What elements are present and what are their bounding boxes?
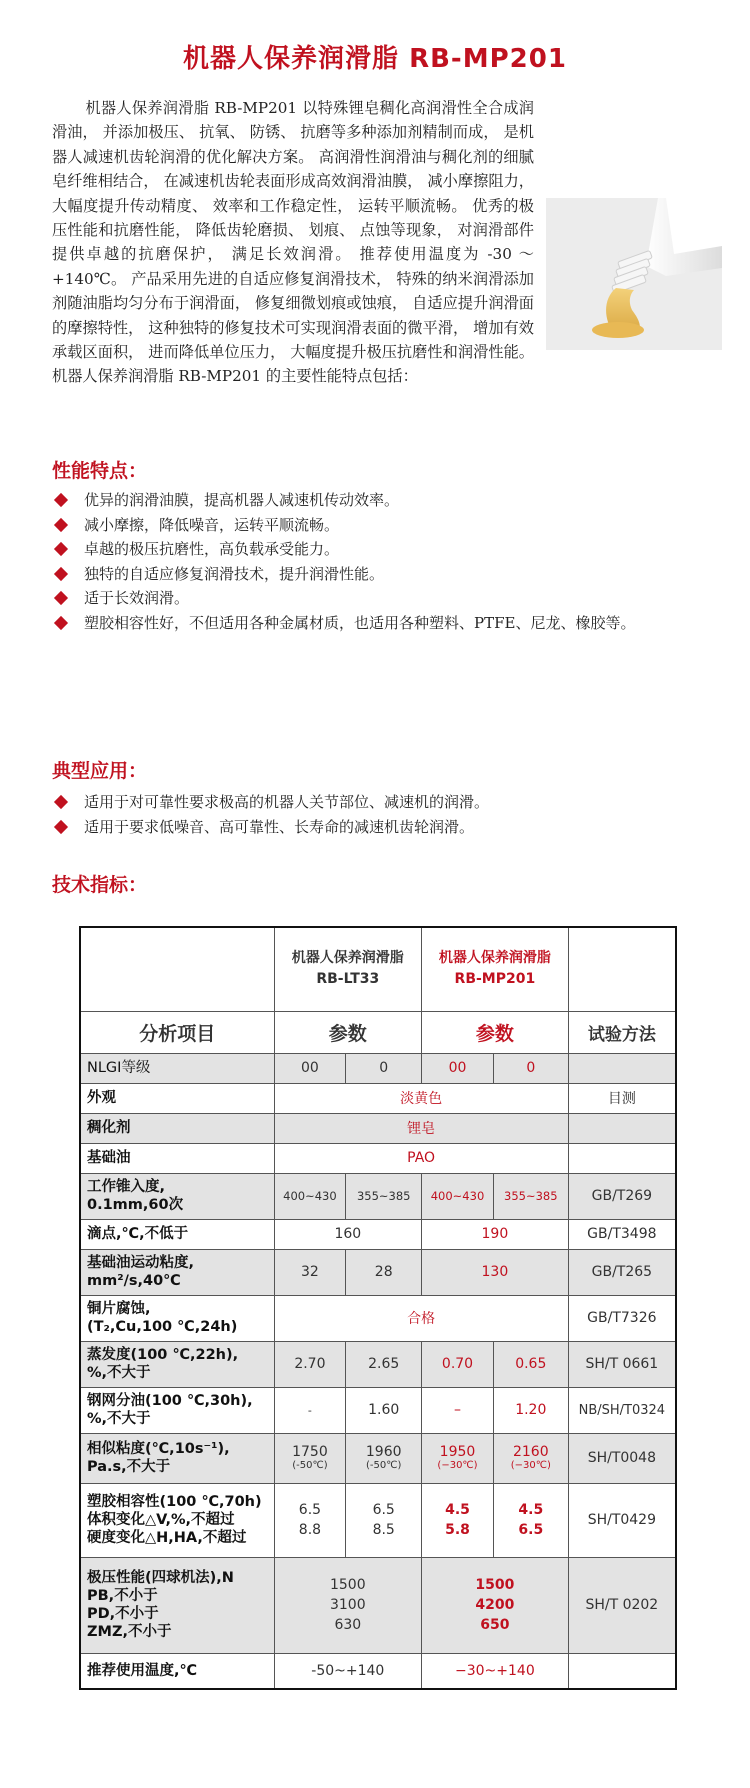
header-blank — [568, 927, 676, 1011]
diamond-bullet-icon — [54, 819, 68, 833]
list-item: 塑胶相容性好，不但适用各种金属材质，也适用各种塑料、PTFE、尼龙、橡胶等。 — [52, 611, 712, 636]
cell: – — [422, 1387, 494, 1433]
spec-table — [79, 926, 677, 1690]
table-row — [80, 1433, 676, 1483]
cell: 6.5 8.5 — [346, 1483, 422, 1557]
row-label: 推荐使用温度,℃ — [80, 1653, 274, 1689]
cell: 0.65 — [493, 1341, 568, 1387]
row-label: 铜片腐蚀, (T₂,Cu,100 ℃,24h) — [80, 1295, 274, 1341]
cell: 130 — [422, 1249, 569, 1295]
cell: PAO — [274, 1143, 568, 1173]
column-header-param1: 参数 — [274, 1011, 422, 1053]
cell: SH/T 0202 — [568, 1557, 676, 1653]
table-row — [80, 1341, 676, 1387]
table-row — [80, 1173, 676, 1219]
list-item: 独特的自适应修复润滑技术，提升润滑性能。 — [52, 562, 712, 587]
cell: 355~385 — [346, 1173, 422, 1219]
spec-heading: 技术指标： — [52, 874, 148, 896]
table-row — [80, 1557, 676, 1653]
table-row — [80, 1387, 676, 1433]
row-label: 外观 — [80, 1083, 274, 1113]
diamond-bullet-icon — [54, 615, 68, 629]
cell: SH/T0429 — [568, 1483, 676, 1557]
cell: 6.5 8.8 — [274, 1483, 346, 1557]
table-row — [80, 1113, 676, 1143]
table-row — [80, 927, 676, 1011]
cell: 合格 — [274, 1295, 568, 1341]
table-row — [80, 1053, 676, 1083]
cell: 4.5 6.5 — [493, 1483, 568, 1557]
table-row — [80, 1011, 676, 1053]
diamond-bullet-icon — [54, 517, 68, 531]
row-label: 基础油运动粘度, mm²/s,40℃ — [80, 1249, 274, 1295]
cell: 锂皂 — [274, 1113, 568, 1143]
table-row — [80, 1143, 676, 1173]
row-label: 稠化剂 — [80, 1113, 274, 1143]
row-label: 相似粘度(℃,10s⁻¹), Pa.s,不大于 — [80, 1433, 274, 1483]
cell: SH/T0048 — [568, 1433, 676, 1483]
cell: 1500 4200 650 — [422, 1557, 569, 1653]
table-row — [80, 1483, 676, 1557]
table-row — [80, 1219, 676, 1249]
cell: 0 — [346, 1053, 422, 1083]
cell: 2.70 — [274, 1341, 346, 1387]
cell: - — [274, 1387, 346, 1433]
cell: GB/T7326 — [568, 1295, 676, 1341]
table-row — [80, 1083, 676, 1113]
diamond-bullet-icon — [54, 493, 68, 507]
cell: 1750 (-50℃) — [274, 1433, 346, 1483]
list-item: 减小摩擦，降低噪音，运转平顺流畅。 — [52, 513, 712, 538]
cell: 1950 (−30℃) — [422, 1433, 494, 1483]
row-label: 塑胶相容性(100 ℃,70h) 体积变化△V,%,不超过 硬度变化△H,HA,不超过 — [80, 1483, 274, 1557]
cell: GB/T269 — [568, 1173, 676, 1219]
cell: GB/T3498 — [568, 1219, 676, 1249]
cell: 4.5 5.8 — [422, 1483, 494, 1557]
diamond-bullet-icon — [54, 591, 68, 605]
cell: 目测 — [568, 1083, 676, 1113]
cell: NB/SH/T0324 — [568, 1387, 676, 1433]
cell — [568, 1053, 676, 1083]
cell — [568, 1143, 676, 1173]
diamond-bullet-icon — [54, 566, 68, 580]
cell: SH/T 0661 — [568, 1341, 676, 1387]
grease-tube-image — [546, 198, 722, 350]
list-item: 卓越的极压抗磨性，高负载承受能力。 — [52, 537, 712, 562]
row-label: 滴点,℃,不低于 — [80, 1219, 274, 1249]
table-row — [80, 1249, 676, 1295]
features-list — [52, 488, 712, 635]
diamond-bullet-icon — [54, 795, 68, 809]
list-item: 适用于要求低噪音、高可靠性、长寿命的减速机齿轮润滑。 — [52, 815, 712, 840]
cell: 0.70 — [422, 1341, 494, 1387]
cell: −30~+140 — [422, 1653, 569, 1689]
cell: 1.20 — [493, 1387, 568, 1433]
cell: 32 — [274, 1249, 346, 1295]
product-1-header: 机器人保养润滑脂 RB-LT33 — [274, 927, 422, 1011]
cell: GB/T265 — [568, 1249, 676, 1295]
list-item: 优异的润滑油膜，提高机器人减速机传动效率。 — [52, 488, 712, 513]
row-label: 工作锥入度, 0.1mm,60次 — [80, 1173, 274, 1219]
row-label: 蒸发度(100 ℃,22h), %,不大于 — [80, 1341, 274, 1387]
cell: 400~430 — [422, 1173, 494, 1219]
diamond-bullet-icon — [54, 542, 68, 556]
list-item: 适用于对可靠性要求极高的机器人关节部位、减速机的润滑。 — [52, 790, 712, 815]
row-label: 基础油 — [80, 1143, 274, 1173]
page-title: 机器人保养润滑脂 RB-MP201 — [183, 44, 567, 74]
cell: 190 — [422, 1219, 569, 1249]
features-heading: 性能特点： — [52, 460, 148, 482]
applications-heading: 典型应用： — [52, 760, 148, 782]
cell: 2.65 — [346, 1341, 422, 1387]
header-blank — [80, 927, 274, 1011]
cell: 0 — [493, 1053, 568, 1083]
cell: 1500 3100 630 — [274, 1557, 422, 1653]
list-item: 适于长效润滑。 — [52, 586, 712, 611]
cell: 00 — [274, 1053, 346, 1083]
cell: 400~430 — [274, 1173, 346, 1219]
cell — [568, 1113, 676, 1143]
column-header-method: 试验方法 — [568, 1011, 676, 1053]
cell — [568, 1653, 676, 1689]
cell: 2160 (−30℃) — [493, 1433, 568, 1483]
column-header-param2: 参数 — [422, 1011, 569, 1053]
cell: 00 — [422, 1053, 494, 1083]
product-2-header: 机器人保养润滑脂 RB-MP201 — [422, 927, 569, 1011]
intro-paragraph: 机器人保养润滑脂 RB-MP201 以特殊锂皂稠化高润滑性全合成润滑油， 并添加极压、 抗氧、 防锈、 抗磨等多种添加剂精制而成， 是机器人减速机齿轮润滑的优化解决方案。 高润滑性润滑油与稠化剂的细腻皂纤维相结合， 在减速机齿轮表面形成高效润滑油膜， 减小摩擦阻力， 大幅度提升传动精度、 效率和工作稳定性， 运转平顺流畅。 优秀的极压性能和抗磨性能， 降低齿轮磨损、 划痕、 点蚀等现象， 对润滑部件提供卓越的抗磨保护， 满足长效润滑。 推荐使用温度为 -30 ～ +140℃。 产品采用先进的自适应修复润滑技术， 特殊的纳米润滑添加剂随油脂均匀分布于润滑面， 修复细微划痕或蚀痕， 自适应提升润滑面的摩擦特性， 这种独特的修复技术可实现润滑表面的微平滑， 增加有效承载区面积， 进而降低单位压力， 大幅度提升极压抗磨性和润滑性能。 机器人保养润滑脂 RB-MP201 的主要性能特点包括： — [52, 99, 534, 386]
table-row — [80, 1653, 676, 1689]
cell: 160 — [274, 1219, 422, 1249]
cell: 淡黄色 — [274, 1083, 568, 1113]
cell: 1960 (-50℃) — [346, 1433, 422, 1483]
applications-list — [52, 790, 712, 839]
cell: 28 — [346, 1249, 422, 1295]
row-label: NLGI等级 — [80, 1053, 274, 1083]
cell: 1.60 — [346, 1387, 422, 1433]
column-header-item: 分析项目 — [80, 1011, 274, 1053]
row-label: 极压性能(四球机法),N PB,不小于 PD,不小于 ZMZ,不小于 — [80, 1557, 274, 1653]
cell: -50~+140 — [274, 1653, 422, 1689]
cell: 355~385 — [493, 1173, 568, 1219]
table-row — [80, 1295, 676, 1341]
row-label: 钢网分油(100 ℃,30h), %,不大于 — [80, 1387, 274, 1433]
